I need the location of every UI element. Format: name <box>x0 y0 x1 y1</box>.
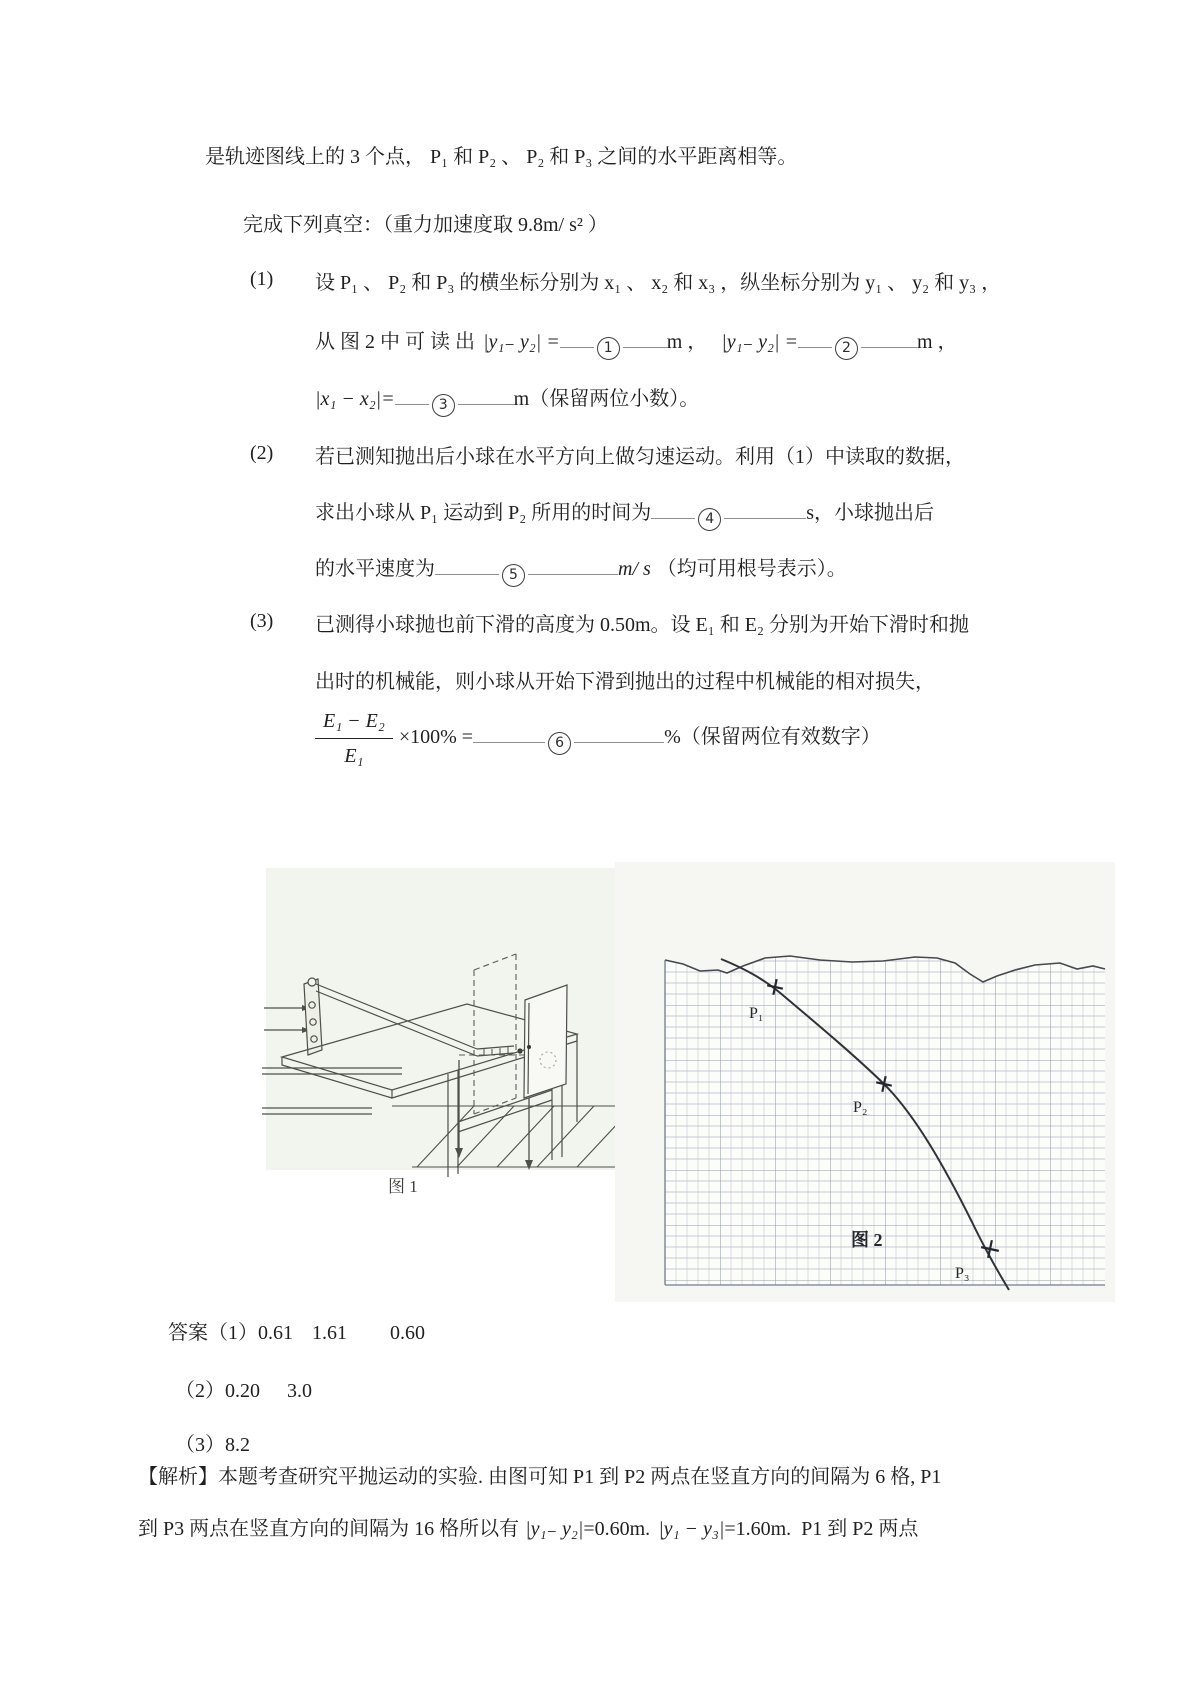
question-3-line-1: 已测得小球抛也前下滑的高度为 0.50m。设 E₁ 和 E₂ 分别为开始下滑时和抛 <box>315 614 969 636</box>
fraction-numerator: E₁ − E₂ <box>315 706 393 739</box>
unit-m-2: m ， <box>917 331 958 353</box>
unit-m-per-s: m/ s <box>618 558 651 580</box>
point-label-p1: P₁ <box>749 1005 764 1022</box>
fraction-denominator: E₁ <box>344 745 364 767</box>
task-line: 完成下列真空：（重力加速度取 9.8m/ s² ） <box>243 214 608 236</box>
question-1-line-3 <box>315 384 699 417</box>
circled-4: 4 <box>698 508 721 531</box>
analysis-expr-y1-y2: |y₁₋ y₂| <box>525 1518 584 1540</box>
circled-5: 5 <box>502 564 525 587</box>
analysis-line-2-prefix: 到 P3 两点在竖直方向的间隔为 16 格所以有 <box>138 1518 520 1540</box>
answer-line-1-part-2: 1.61 <box>312 1322 347 1344</box>
answer-line-2-part-2: 3.0 <box>287 1380 312 1402</box>
answer-line-1-part-1: 答案（1）0.61 <box>168 1322 293 1344</box>
question-3-number: (3) <box>250 610 274 632</box>
question-2-line-1: 若已测知抛出后小球在水平方向上做匀速运动。利用（1）中读取的数据， <box>315 446 965 468</box>
analysis-line-2-suffix: P1 到 P2 两点 <box>801 1518 919 1540</box>
question-1-line-1: 设 P₁ 、 P₂ 和 P₃ 的横坐标分别为 x₁ 、 x₂ 和 x₃ ，纵坐标分别为 y₁ 、 y₂ 和 y₃ ， <box>315 272 1002 294</box>
blank-3-left <box>395 389 429 405</box>
answer-line-1-part-3: 0.60 <box>390 1322 425 1344</box>
figure-2-trajectory-graph <box>615 822 1115 1302</box>
circled-6: 6 <box>548 732 571 755</box>
point-label-p2: P₂ <box>853 1099 868 1116</box>
blank-5-right <box>528 559 618 575</box>
blank-1-right <box>623 332 667 348</box>
analysis-eq-2: =1.60m. <box>724 1518 792 1540</box>
question-2-line-2-suffix: s，小球抛出后 <box>806 502 934 524</box>
question-2-line-3-suffix: （均可用根号表示）。 <box>656 558 847 580</box>
question-1-number: (1) <box>250 268 274 290</box>
question-2-line-2-prefix: 求出小球从 P₁ 运动到 P₂ 所用的时间为 <box>315 502 652 524</box>
figure-1-caption: 图 1 <box>388 1177 418 1196</box>
analysis-expr-y1-y3: |y₁ − y₃| <box>658 1518 725 1540</box>
blank-6-left <box>473 727 545 743</box>
question-3-line-2: 出时的机械能，则小球从开始下滑到抛出的过程中机械能的相对损失， <box>315 671 935 693</box>
blank-4-right <box>724 503 806 519</box>
question-2-line-3 <box>315 554 847 587</box>
fraction-energy-loss <box>315 706 393 771</box>
blank-5-left <box>435 559 499 575</box>
expr-x1-x2: |x₁ − x₂|= <box>315 388 395 410</box>
times-100-equals: ×100% = <box>398 726 474 749</box>
figure-1-apparatus-drawing <box>252 822 642 1222</box>
expr-y1-y2: |y₁₋ y₂| = <box>483 331 560 353</box>
blank-2-right <box>861 332 917 348</box>
question-1-line-2 <box>315 327 958 360</box>
circled-1: 1 <box>597 337 620 360</box>
answer-line-2-part-1: （2）0.20 <box>175 1380 260 1402</box>
vertical-board-drawing <box>524 985 567 1098</box>
expr-y1-y2-b: |y₁₋ y₂| = <box>721 331 798 353</box>
blank-3-right <box>458 389 514 405</box>
question-3-formula-line <box>315 706 881 771</box>
question-2-line-3-prefix: 的水平速度为 <box>315 558 435 580</box>
read-from-fig2-text: 从 图 2 中 可 读 出 <box>315 331 475 353</box>
question-1-line-3-suffix: m（保留两位小数）。 <box>513 388 700 410</box>
intro-line: 是轨迹图线上的 3 个点， P₁ 和 P₂ 、 P₂ 和 P₃ 之间的水平距离相等。 <box>205 146 798 168</box>
question-3-formula-suffix: %（保留两位有效数字） <box>664 726 881 749</box>
figure-1-background <box>266 868 642 1170</box>
question-2-number: (2) <box>250 442 274 464</box>
figure-2-caption: 图 2 <box>851 1230 883 1250</box>
analysis-line-2 <box>138 1514 918 1544</box>
point-label-p3: P₃ <box>955 1265 970 1282</box>
circled-2: 2 <box>835 337 858 360</box>
grid-lines <box>665 944 1105 1285</box>
blank-1-left <box>560 332 594 348</box>
unit-m-1: m ， <box>666 331 708 353</box>
answer-line-3: （3）8.2 <box>175 1434 250 1456</box>
blank-4-left <box>651 503 695 519</box>
analysis-line-1: 【解析】本题考查研究平抛运动的实验. 由图可知 P1 到 P2 两点在竖直方向的间隔为 6 格, P1 <box>138 1466 942 1488</box>
blank-2-left <box>798 332 832 348</box>
blank-6-right <box>574 727 664 743</box>
circled-3: 3 <box>432 394 455 417</box>
question-2-line-2 <box>315 498 934 531</box>
analysis-eq-1: =0.60m. <box>583 1518 651 1540</box>
